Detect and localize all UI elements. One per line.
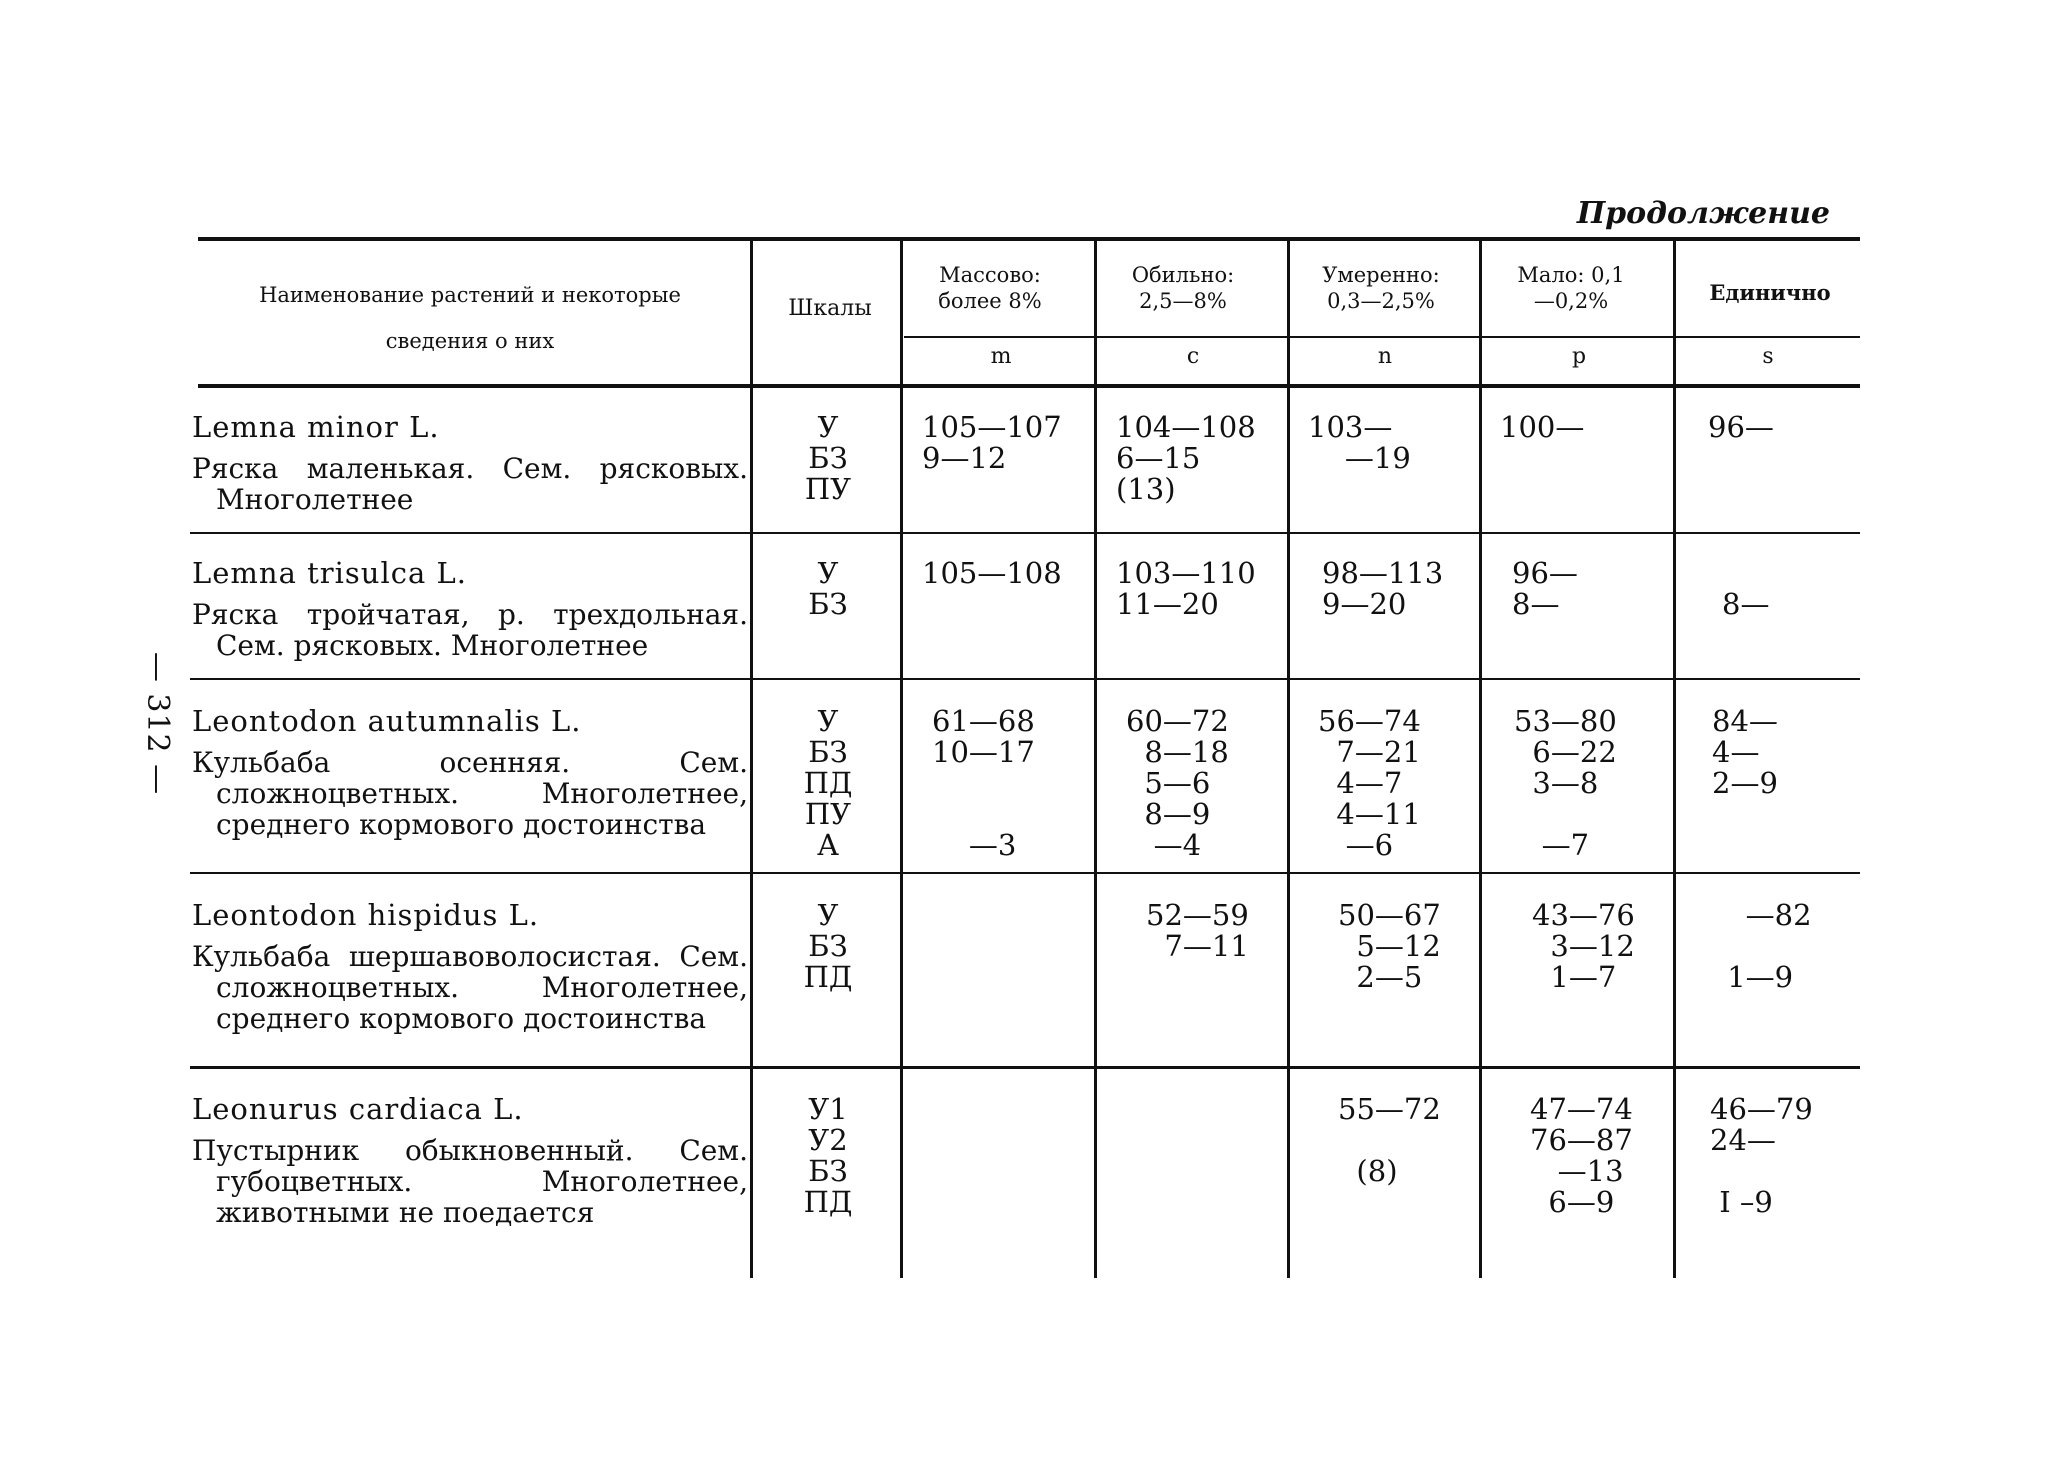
value-c: 103—110 11—20 [1116, 556, 1256, 621]
value-s: 8— [1722, 587, 1770, 621]
value-c: 60—72 8—18 5—6 8—9 —4 [1126, 704, 1229, 862]
value-n: 55—72 (8) [1338, 1092, 1441, 1188]
continuation-label: Продолжение [1576, 196, 1830, 231]
header-letter-n: n [1377, 344, 1393, 369]
header-col-n: Умеренно: 0,3—2,5% [1322, 263, 1440, 313]
latin-name: Lemna minor L. [192, 410, 440, 444]
value-p: 47—74 76—87 —13 6—9 [1530, 1092, 1633, 1219]
header-letter-p: p [1571, 344, 1587, 369]
value-m: 61—68 10—17 —3 [932, 704, 1035, 862]
value-s: 96— [1708, 410, 1774, 444]
value-n: 98—113 9—20 [1322, 556, 1444, 621]
value-n: 56—74 7—21 4—7 4—11 —6 [1318, 704, 1421, 862]
plant-description: Ряска маленькая. Сем. рясковых. Многолетнее [192, 452, 748, 516]
value-p: 53—80 6—22 3—8 —7 [1514, 704, 1617, 862]
header-col-m: Массово: более 8% [938, 263, 1042, 313]
latin-name: Leontodon hispidus L. [192, 898, 540, 932]
column-divider [1673, 238, 1676, 1278]
plant-description: Ряска тройчатая, р. трехдольная. Сем. рясковых. Многолетнее [192, 598, 748, 662]
scales-cell: У БЗ [808, 556, 848, 621]
latin-name: Leonurus cardiaca L. [192, 1092, 524, 1126]
value-c: 104—108 6—15 (13) [1116, 410, 1256, 506]
table-row [192, 706, 748, 840]
header-col-c: Обильно: 2,5—8% [1131, 263, 1235, 313]
header-scales: Шкалы [788, 296, 872, 321]
plant-description: Кульбаба осенняя. Сем. сложноцветных. Многолетнее, среднего кормового достоинства [192, 746, 748, 841]
row-divider [190, 532, 1860, 534]
plant-description: Пустырник обыкновенный. Сем. губоцветных. Многолетнее, животными не поедается [192, 1134, 748, 1229]
table-row [192, 412, 748, 515]
value-m: 105—108 [922, 556, 1062, 590]
plant-description: Кульбаба шершавоволосистая. Сем. сложноцветных. Многолетнее, среднего кормового достоинства [192, 940, 748, 1035]
value-p: 100— [1500, 410, 1585, 444]
latin-name: Lemna trisulca L. [192, 556, 467, 590]
value-s: —82 1—9 [1727, 898, 1812, 994]
header-letter-c: c [1186, 344, 1200, 369]
scales-cell: У БЗ ПУ [804, 410, 852, 506]
value-s: 84— 4— 2—9 [1712, 704, 1778, 800]
value-p: 43—76 3—12 1—7 [1532, 898, 1635, 994]
column-divider [1287, 238, 1290, 1278]
table-row [192, 1094, 748, 1228]
table-row [192, 558, 748, 661]
scales-cell: У БЗ ПД [803, 898, 853, 994]
row-divider [190, 678, 1860, 680]
column-divider [750, 238, 753, 1278]
header-sub-rule [904, 336, 1860, 338]
header-letter-s: s [1762, 344, 1774, 369]
value-m: 105—107 9—12 [922, 410, 1062, 475]
row-divider [190, 872, 1860, 874]
column-divider [1479, 238, 1482, 1278]
header-bottom-rule [198, 384, 1860, 388]
page-number: — 312 — [140, 651, 176, 795]
value-c: 52—59 7—11 [1146, 898, 1249, 963]
scales-cell: У1 У2 БЗ ПД [803, 1092, 853, 1219]
header-col-p: Мало: 0,1—0,2% [1517, 263, 1625, 313]
scales-cell: У БЗ ПД ПУ А [803, 704, 853, 862]
row-divider [190, 1066, 1860, 1069]
value-n: 103— —19 [1308, 410, 1411, 475]
column-divider [1094, 238, 1097, 1278]
header-letter-m: m [990, 344, 1012, 369]
header-col-s: Единично [1709, 280, 1831, 305]
value-s: 46—79 24— I –9 [1710, 1092, 1813, 1219]
header-name: Наименование растений и некоторые сведения о них [259, 283, 681, 353]
value-n: 50—67 5—12 2—5 [1338, 898, 1441, 994]
latin-name: Leontodon autumnalis L. [192, 704, 582, 738]
table-row [192, 900, 748, 1034]
table-top-rule [198, 237, 1860, 241]
column-divider [900, 238, 903, 1278]
value-p: 96— 8— [1512, 556, 1578, 621]
